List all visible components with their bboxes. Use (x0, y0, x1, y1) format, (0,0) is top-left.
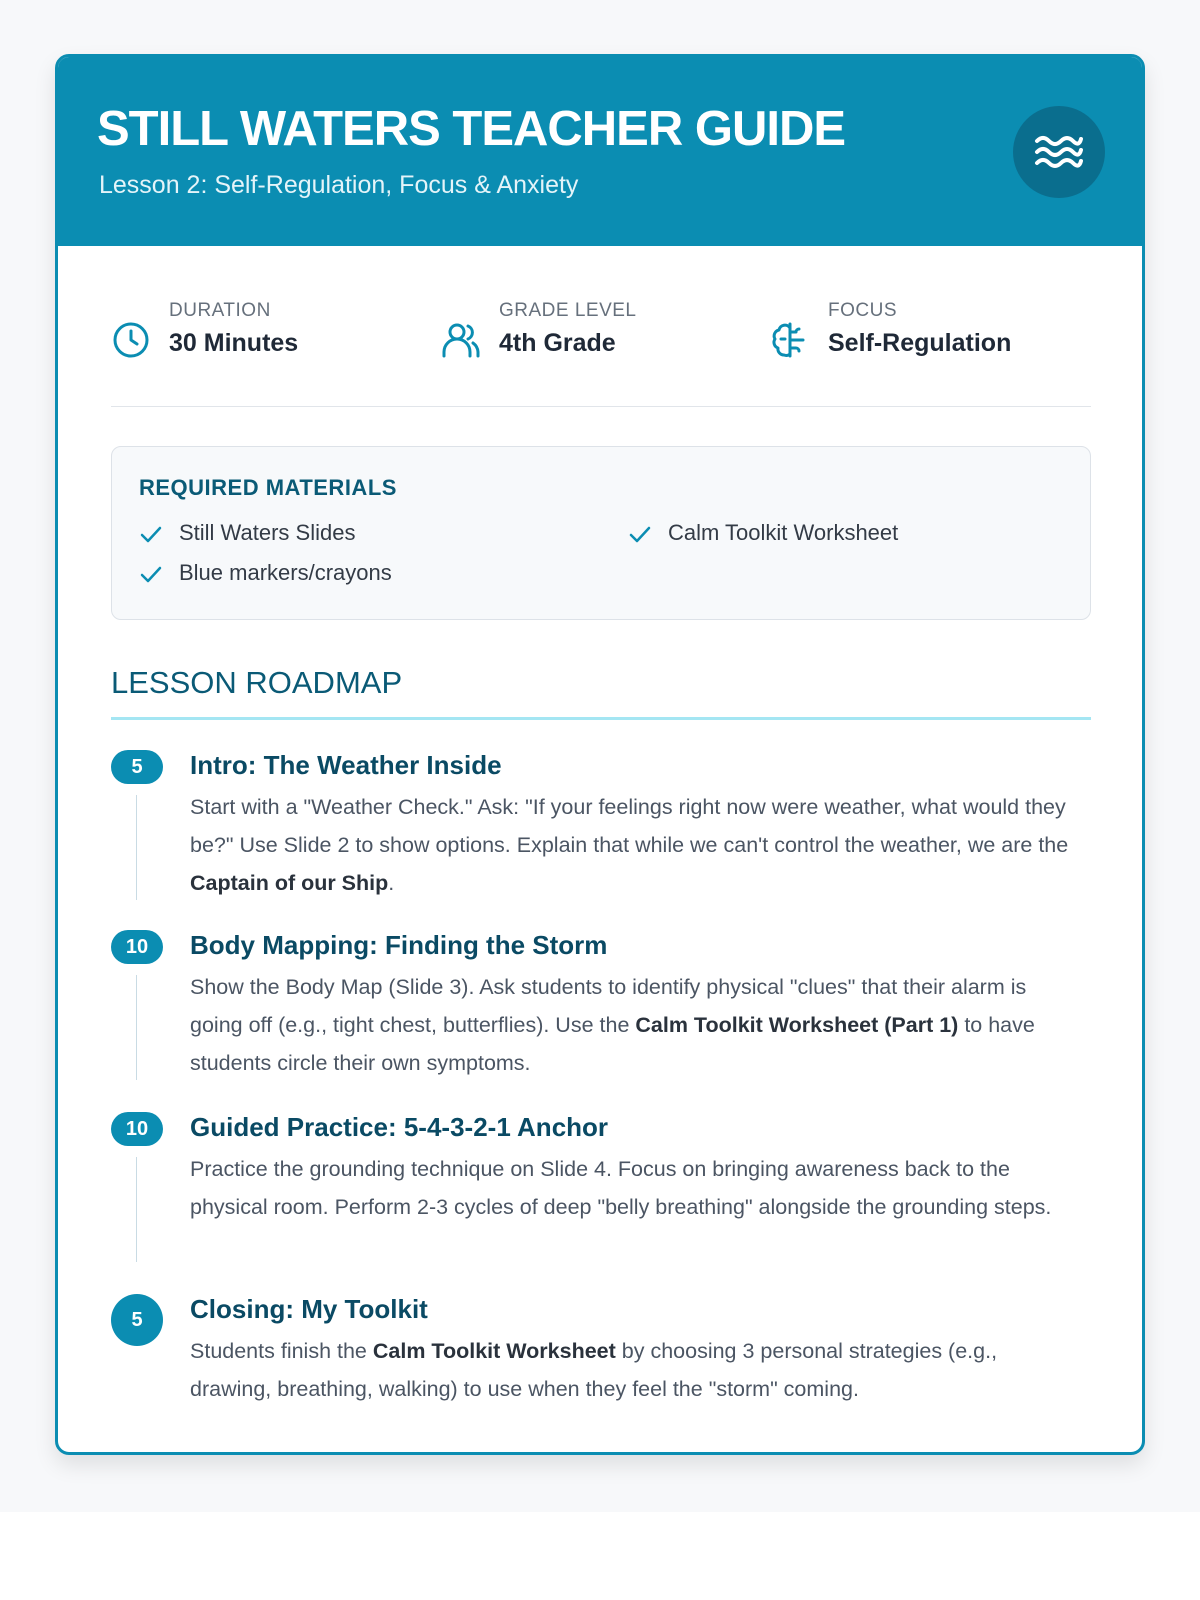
timeline-line (136, 795, 137, 900)
step-text: Students finish the (190, 1339, 373, 1363)
roadmap-underline (111, 717, 1091, 720)
roadmap-step (111, 1112, 1091, 1272)
guide-subtitle: Lesson 2: Self-Regulation, Focus & Anxiety (99, 171, 579, 199)
guide-title: STILL WATERS TEACHER GUIDE (97, 102, 846, 156)
step-minutes-badge: 5 (111, 1294, 163, 1346)
meta-value: 30 Minutes (169, 329, 299, 357)
divider (111, 406, 1091, 407)
step-text: Show the Body Map (Slide 3). Ask students to identify physical "clues" that their alarm is going off (e.g., tight chest, butterflies). Use the (190, 975, 1027, 1037)
meta-label: FOCUS (828, 300, 897, 321)
teacher-guide-card (55, 54, 1145, 1455)
step-title: Intro: The Weather Inside (190, 750, 502, 780)
meta-value: 4th Grade (499, 329, 616, 357)
step-description (190, 788, 1078, 902)
timeline-line (136, 975, 137, 1080)
step-text: to have students circle their own symptoms. (190, 1013, 1035, 1075)
material-label: Blue markers/crayons (179, 560, 392, 585)
materials-title: REQUIRED MATERIALS (139, 475, 397, 500)
step-text: by choosing 3 personal strategies (e.g., drawing, breathing, walking) to use when they feel the "storm" coming. (190, 1339, 998, 1401)
guide-header (58, 57, 1142, 246)
step-text: . (388, 871, 395, 895)
step-title: Closing: My Toolkit (190, 1294, 428, 1324)
roadmap-step (111, 930, 1091, 1090)
step-description (190, 968, 1078, 1082)
check-icon (139, 524, 163, 544)
material-label: Still Waters Slides (179, 520, 356, 545)
clock-icon (111, 320, 151, 365)
required-materials-box (111, 446, 1091, 620)
step-minutes-badge: 5 (111, 750, 163, 784)
brain-icon (770, 320, 810, 365)
roadmap-title: LESSON ROADMAP (111, 665, 403, 700)
step-emphasis: Calm Toolkit Worksheet (Part 1) (635, 1013, 959, 1037)
material-label: Calm Toolkit Worksheet (668, 520, 899, 545)
step-description: Practice the grounding technique on Slide 4. Focus on bringing awareness back to the physical room. Perform 2-3 cycles of deep "belly breathing" alongside the grounding steps. (190, 1157, 1052, 1219)
step-minutes-badge: 10 (111, 1112, 163, 1146)
users-icon (441, 320, 481, 365)
step-description (190, 1332, 1078, 1408)
step-title: Body Mapping: Finding the Storm (190, 930, 608, 960)
roadmap-step (111, 750, 1091, 910)
step-text: Start with a "Weather Check." Ask: "If your feelings right now were weather, what would they be?" Use Slide 2 to show options. Explain that while we can't control the weather, we are the (190, 795, 1069, 857)
check-icon (139, 564, 163, 584)
step-minutes-badge: 10 (111, 930, 163, 964)
step-emphasis: Calm Toolkit Worksheet (372, 1339, 616, 1363)
step-title: Guided Practice: 5-4-3-2-1 Anchor (190, 1112, 609, 1142)
meta-label: DURATION (169, 300, 271, 321)
check-icon (628, 524, 652, 544)
meta-label: GRADE LEVEL (499, 300, 637, 321)
roadmap-step (111, 1294, 1091, 1404)
meta-value: Self-Regulation (828, 329, 1012, 357)
waves-icon (1013, 106, 1105, 198)
step-emphasis: Captain of our Ship (190, 871, 389, 895)
timeline-line (136, 1157, 137, 1262)
